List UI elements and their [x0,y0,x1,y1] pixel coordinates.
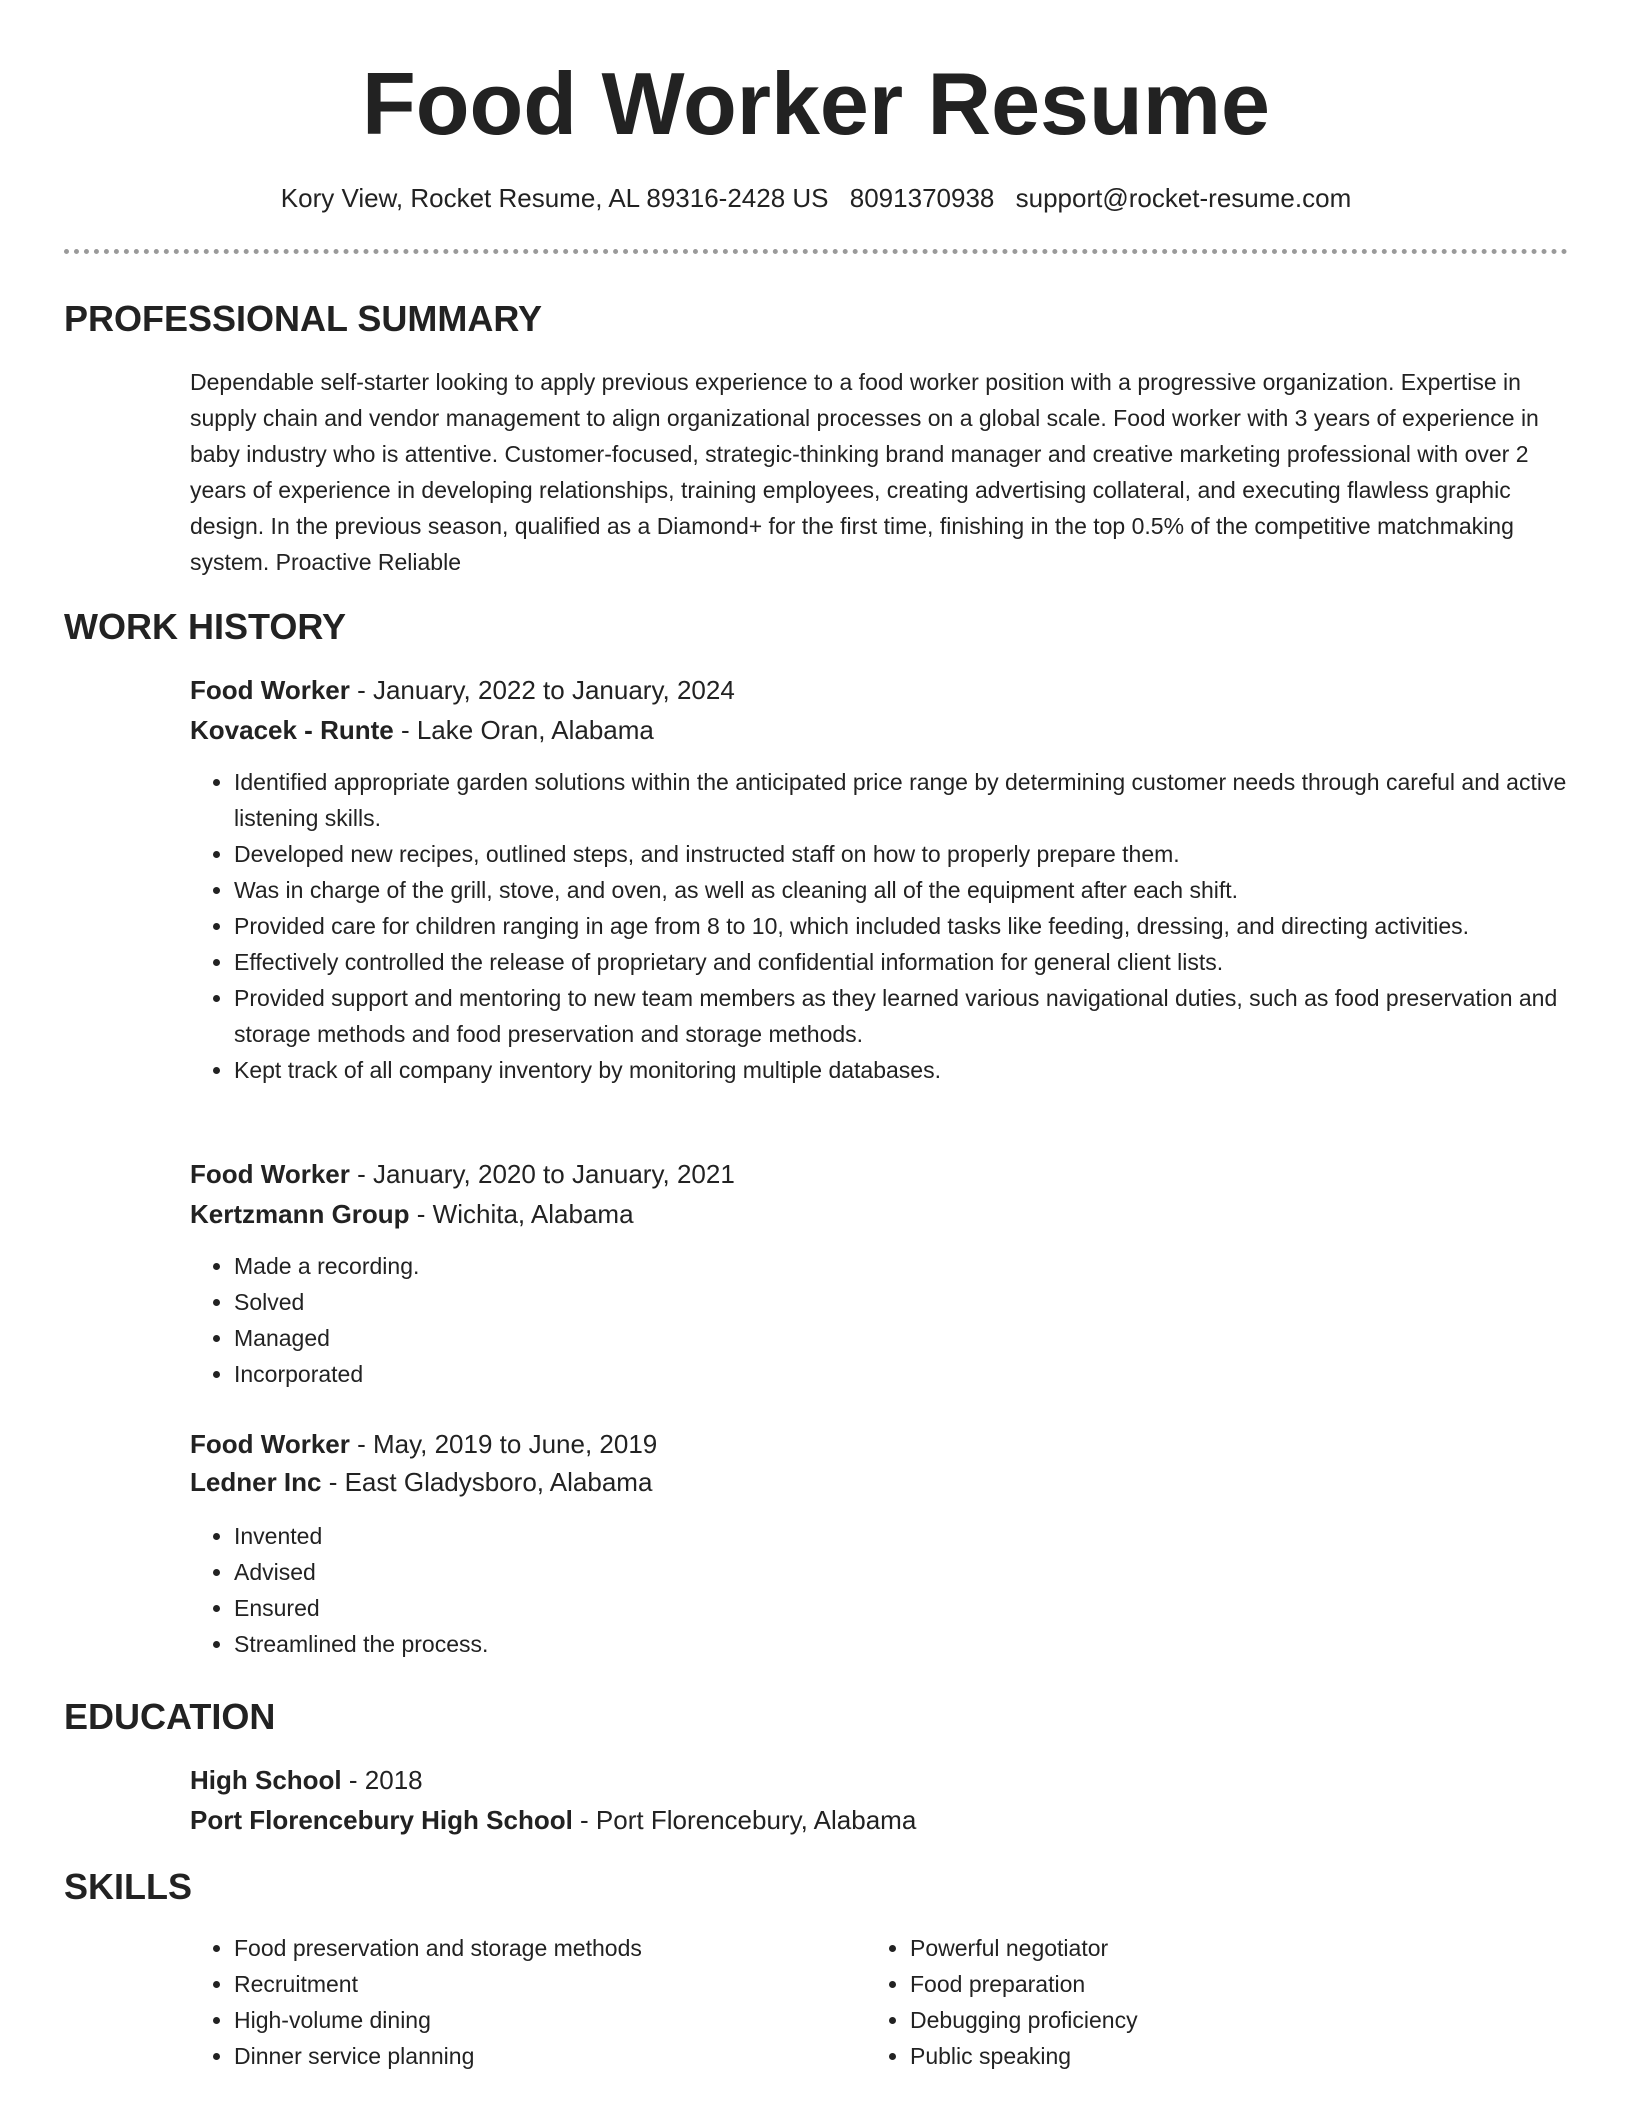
education-school-line [190,1800,1570,1840]
resume-title: Food Worker Resume [362,54,1270,153]
skill-item: • Debugging proficiency [910,2002,1506,2038]
contact-phone: 8091370938 [849,183,995,213]
job-location: - Wichita, Alabama [409,1199,634,1229]
list-item: • Provided support and mentoring to new team members as they learned various navigational duties, such as food preservation and storage methods and food preservation and storage methods. [234,980,1570,1052]
skill-item: • Powerful negotiator [910,1930,1506,1966]
job-dates: - January, 2022 to January, 2024 [349,675,735,705]
education-year: - 2018 [341,1765,423,1795]
contact-address: Kory View, Rocket Resume, AL 89316-2428 US [280,183,829,213]
list-item: • Managed [234,1320,1570,1356]
list-item: • Streamlined the process. [234,1626,1570,1662]
job-company-line [190,710,1570,750]
education-school: Port Florencebury High School [190,1805,573,1835]
job-title-line [190,1424,1570,1464]
education-location: - Port Florencebury, Alabama [572,1805,917,1835]
job-bullets [190,1248,1570,1392]
list-item: • Developed new recipes, outlined steps, and instructed staff on how to properly prepare them. [234,836,1570,872]
skill-item: • Food preservation and storage methods [234,1930,830,1966]
job-title: Food Worker [190,1429,350,1459]
list-item: • Solved [234,1284,1570,1320]
skill-item: • Recruitment [234,1966,830,2002]
list-item: • Identified appropriate garden solutions within the anticipated price range by determining customer needs through careful and active listening skills. [234,764,1570,836]
education-degree-line [190,1760,1570,1800]
list-item: • Incorporated [234,1356,1570,1392]
list-item: • Advised [234,1554,1570,1590]
job-company: Kovacek - Runte [190,715,394,745]
skills-list-right [866,1930,1506,2074]
header-divider [64,249,1568,254]
job-company-line [190,1462,1570,1502]
list-item: • Was in charge of the grill, stove, and oven, as well as cleaning all of the equipment after each shift. [234,872,1570,908]
list-item: • Provided care for children ranging in age from 8 to 10, which included tasks like feeding, dressing, and directing activities. [234,908,1570,944]
job-location: - East Gladysboro, Alabama [321,1467,653,1497]
job-dates: - May, 2019 to June, 2019 [349,1429,658,1459]
list-item: • Ensured [234,1590,1570,1626]
skills-list-left [190,1930,830,2074]
job-title: Food Worker [190,1159,350,1189]
skill-item: • High-volume dining [234,2002,830,2038]
work-history-heading: WORK HISTORY [64,606,347,647]
list-item: • Effectively controlled the release of proprietary and confidential information for general client lists. [234,944,1570,980]
job-company-line [190,1194,1570,1234]
skills-heading: SKILLS [64,1866,193,1907]
skill-item: • Dinner service planning [234,2038,830,2074]
job-bullets [190,764,1570,1088]
education-heading: EDUCATION [64,1696,276,1737]
list-item: • Invented [234,1518,1570,1554]
job-location: - Lake Oran, Alabama [393,715,654,745]
job-company: Kertzmann Group [190,1199,410,1229]
job-title-line [190,1154,1570,1194]
contact-line [0,178,1632,218]
job-company: Ledner Inc [190,1467,322,1497]
summary-text: Dependable self-starter looking to apply previous experience to a food worker position with a progressive organization. Expertise in supply chain and vendor management to align organizational processes on a global scale. Food worker with 3 years of experience in baby industry who is attentive. Customer-focused, strategic-thinking brand manager and creative marketing professional with over 2 years of experience in developing relationships, training employees, creating advertising collateral, and executing flawless graphic design. In the previous season, qualified as a Diamond+ for the first time, finishing in the top 0.5% of the competitive matchmaking system. Proactive Reliable [190,369,1539,575]
job-title-line [190,670,1570,710]
list-item: • Made a recording. [234,1248,1570,1284]
job-bullets [190,1518,1570,1662]
skill-item: • Public speaking [910,2038,1506,2074]
summary-heading: PROFESSIONAL SUMMARY [64,298,543,339]
education-degree: High School [190,1765,342,1795]
job-dates: - January, 2020 to January, 2021 [349,1159,735,1189]
list-item: • Kept track of all company inventory by monitoring multiple databases. [234,1052,1570,1088]
skill-item: • Food preparation [910,1966,1506,2002]
job-title: Food Worker [190,675,350,705]
contact-email: support@rocket-resume.com [1015,183,1352,213]
